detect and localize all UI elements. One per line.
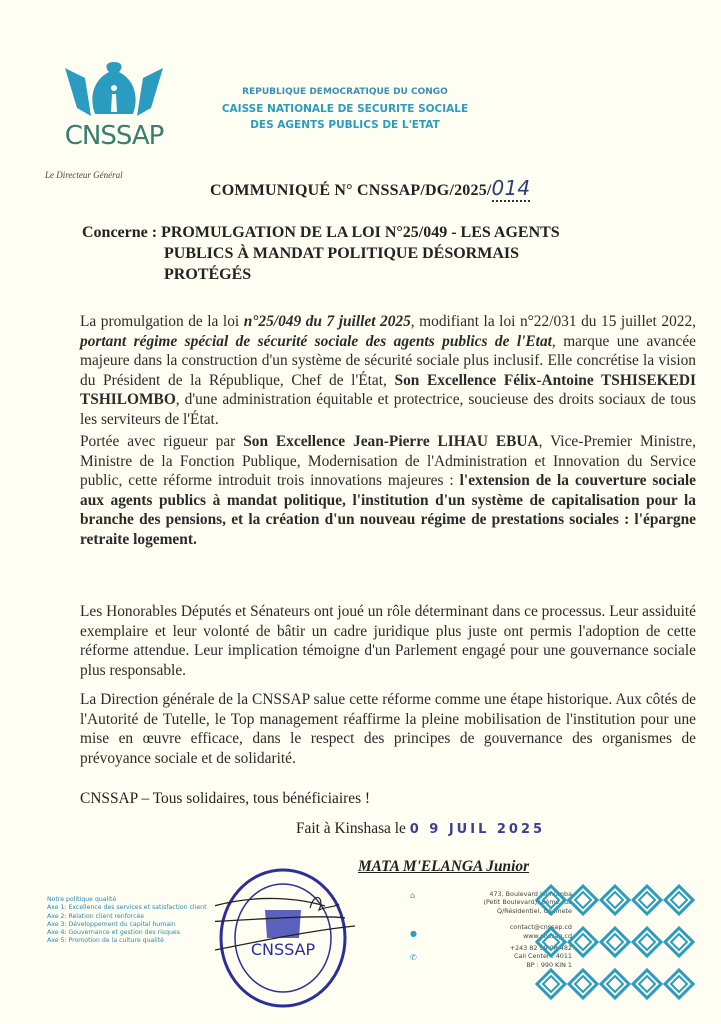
law-title: portant régime spécial de sécurité sociale des agents publics de l'Etat [80, 332, 552, 350]
diamond-shape [569, 970, 597, 998]
diamond-shape [537, 928, 565, 956]
diamond-shape [671, 934, 687, 950]
diamond-shape [543, 892, 559, 908]
diamond-shape [601, 886, 629, 914]
minister-name: Son Excellence Jean-Pierre LIHAU EBUA [243, 433, 539, 450]
diamond-shape [543, 976, 559, 992]
decorative-diamond-pattern [535, 878, 697, 1006]
po-box: BP : 990 KIN 1 [526, 960, 572, 969]
communique-prefix: COMMUNIQUÉ N° CNSSAP/DG/2025/ [210, 182, 492, 199]
diamond-shape [607, 892, 623, 908]
diamond-shape [633, 928, 661, 956]
diamond-shape [575, 892, 591, 908]
paragraph-direction: La Direction générale de la CNSSAP salue cette réforme comme une étape historique. Aux côtés de l'Autorité de Tutelle, le Top management réaffirme la pleine mobilisation de l'institution pour une mise en œuvre efficace, dans le respect des principes de gouvernance des organismes de prévoyance sociale et de solidarité. [80, 691, 696, 767]
diamond-shape [633, 886, 661, 914]
diamond-shape [639, 892, 655, 908]
diamond-shape [665, 886, 693, 914]
home-icon: ⌂ [410, 891, 416, 900]
globe-icon: ● [410, 929, 417, 938]
signatory-name: MATA M'ELANGA Junior [358, 858, 530, 875]
subject-line-3: PROTÉGÉS [164, 266, 252, 283]
paragraph-parliament: Les Honorables Députés et Sénateurs ont joué un rôle déterminant dans ce processus. Leur assiduité exemplaire et leur volonté de bâtir un cadre juridique plus juste ont permis l'adoption de cette réforme attendue. Leur implication témoigne d'un Parlement engagé pour une gouvernance sociale plus responsable. [80, 603, 696, 679]
phone-icon: ✆ [410, 953, 417, 962]
policy-axis: Axe 4: Gouvernance et gestion des risques [47, 929, 180, 937]
diamond-shape [665, 970, 693, 998]
diamond-shape [607, 976, 623, 992]
organization-name-line1: CAISSE NATIONALE DE SECURITE SOCIALE [221, 103, 469, 115]
official-stamp-signature [215, 860, 355, 1010]
diamond-shape [671, 976, 687, 992]
diamond-shape [601, 970, 629, 998]
cnssap-logo [55, 58, 173, 148]
diamond-shape [537, 886, 565, 914]
website-link[interactable]: www.cnssap.cd [523, 931, 572, 940]
policy-axis: Axe 1: Excellence des services et satisfaction client [47, 904, 207, 912]
policy-axis: Axe 2: Relation client renforcée [47, 912, 145, 920]
text-run: , marque une avancée majeure dans la construction d'un système de sécurité sociale plus inclusif. Elle concrétise la vision du Président de la République, Chef de l'État, [80, 332, 696, 389]
director-general-label: Le Directeur Général [45, 170, 123, 180]
stamp-text: CNSSAP [250, 940, 316, 959]
policy-title: Notre politique qualité [47, 896, 117, 903]
country-name: REPUBLIQUE DEMOCRATIQUE DU CONGO [242, 87, 448, 97]
text-run: La promulgation de la loi [80, 313, 244, 330]
diamond-shape [607, 934, 623, 950]
text-run: , Vice-Premier Ministre, Ministre de la Fonction Publique, Modernisation de l'Administration et Innovation du Service public, cette réforme introduit trois innovations majeures : [80, 433, 696, 490]
innovations-list: l'extension de la couverture sociale aux agents publics à mandat politique, l'institution d'un système de capitalisation pour la branche des pensions, et la création d'un nouveau régime de prestations sociales : l'épargne retraite logement. [80, 472, 696, 548]
communique-title [210, 176, 530, 200]
diamond-shape [537, 970, 565, 998]
address-line: Q/Résidentiel, C/Limete [496, 906, 572, 915]
diamond-shape [633, 970, 661, 998]
quality-policy [47, 896, 207, 946]
call-center: Call Center : 4011 [514, 952, 572, 961]
text-run: Portée avec rigueur par [80, 433, 244, 450]
date-stamp: 0 9 JUIL 2025 [409, 822, 546, 837]
subject-line-1: Concerne : PROMULGATION DE LA LOI N°25/049 - LES AGENTS [82, 224, 560, 241]
diamond-shape [569, 886, 597, 914]
policy-axis: Axe 3: Développement du capital humain [47, 920, 176, 928]
address-line: 473, Boulevard Lumumba [489, 890, 572, 898]
svg-text:CNSSAP: CNSSAP [64, 121, 164, 148]
communique-number: 014 [491, 176, 531, 200]
diamond-shape [575, 934, 591, 950]
tagline: CNSSAP – Tous solidaires, tous bénéficiaires ! [80, 790, 371, 807]
text-run: , modifiant la loi n°22/031 du 15 juillet 2022, [410, 313, 696, 330]
address-line: (Petit Boulevard), 8ème rue [483, 898, 572, 907]
subject-heading [82, 222, 642, 285]
text-run: , d'une administration équitable et protectrice, soucieuse des droits sociaux de tous les serviteurs de l'État. [80, 391, 696, 428]
email-link[interactable]: contact@cnssap.cd [509, 923, 572, 932]
diamond-shape [639, 976, 655, 992]
phone-number: +243 82 99 08 482 [509, 944, 572, 953]
paragraph-reform [80, 432, 696, 550]
policy-axis: Axe 5: Promotion de la culture qualité [47, 937, 164, 945]
law-reference: n°25/049 du 7 juillet 2025 [243, 313, 411, 330]
diamond-shape [665, 928, 693, 956]
diamond-shape [569, 928, 597, 956]
paragraph-promulgation [80, 312, 696, 430]
place: Fait à Kinshasa le [296, 820, 410, 837]
diamond-shape [601, 928, 629, 956]
organization-name-line2: DES AGENTS PUBLICS DE L'ETAT [250, 119, 440, 131]
diamond-shape [575, 976, 591, 992]
diamond-shape [671, 892, 687, 908]
diamond-shape [639, 934, 655, 950]
diamond-shape [543, 934, 559, 950]
subject-line-2: PUBLICS À MANDAT POLITIQUE DÉSORMAIS [164, 245, 520, 262]
place-date [296, 820, 545, 838]
president-name: Son Excellence Félix-Antoine TSHISEKEDI TSHILOMBO [80, 371, 696, 409]
